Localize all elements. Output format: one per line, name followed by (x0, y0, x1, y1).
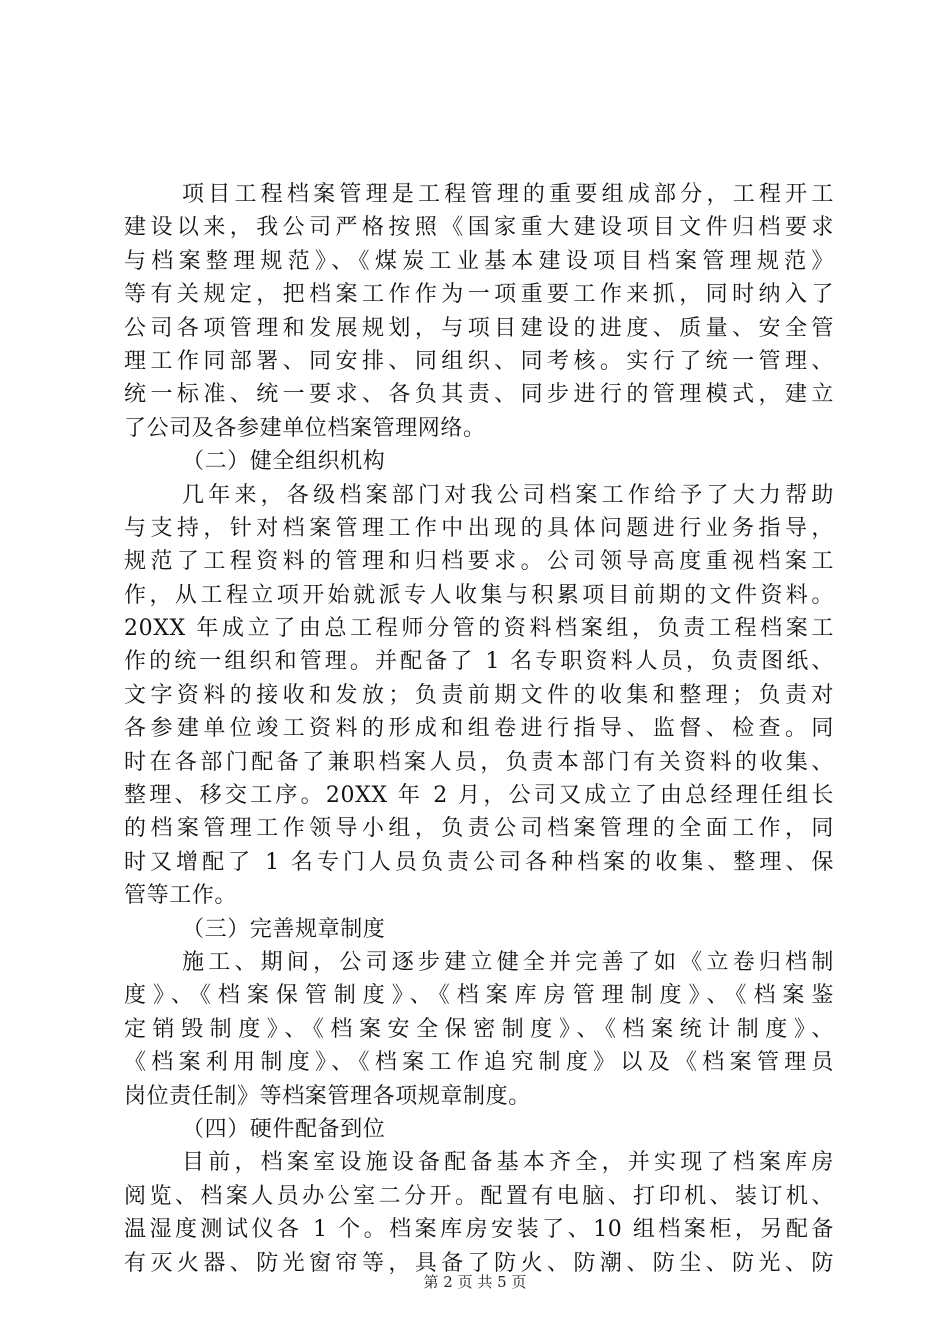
text-line: 《档案利用制度》、《档案工作追究制度》以及《档案管理员 (124, 1050, 834, 1076)
text-line: 阅览、档案人员办公室二分开。配置有电脑、打印机、装订机、 (124, 1183, 834, 1209)
text-line: 温湿度测试仪各 1 个。档案库房安装了、10 组档案柜，另配备 (124, 1217, 834, 1243)
text-line: 的档案管理工作领导小组，负责公司档案管理的全面工作，同 (124, 816, 834, 842)
text-line: 时在各部门配备了兼职档案人员，负责本部门有关资料的收集、 (124, 749, 834, 775)
text-line: 建设以来，我公司严格按照《国家重大建设项目文件归档要求 (124, 215, 834, 241)
text-line: 统一标准、统一要求、各负其责、同步进行的管理模式，建立 (124, 382, 834, 408)
text-line: 施工、期间，公司逐步建立健全并完善了如《立卷归档制 (182, 949, 834, 975)
text-line: 时又增配了 1 名专门人员负责公司各种档案的收集、整理、保 (124, 849, 834, 875)
text-line: 各参建单位竣工资料的形成和组卷进行指导、监督、检查。同 (124, 716, 834, 742)
text-line: 作，从工程立项开始就派专人收集与积累项目前期的文件资料。 (124, 582, 834, 608)
text-line: 项目工程档案管理是工程管理的重要组成部分，工程开工 (182, 182, 834, 207)
text-line: 了公司及各参建单位档案管理网络。 (124, 415, 486, 441)
text-line: 整理、移交工序。20XX 年 2 月，公司又成立了由总经理任组长 (124, 783, 834, 809)
text-line: 管等工作。 (124, 883, 238, 909)
text-line: 度》、《档案保管制度》、《档案库房管理制度》、《档案鉴 (124, 983, 834, 1009)
section-heading: （三）完善规章制度 (182, 916, 386, 942)
text-line: 有灭火器、防光窗帘等，具备了防火、防潮、防尘、防光、防 (124, 1250, 834, 1276)
document-body (124, 178, 834, 1280)
text-line: 公司各项管理和发展规划，与项目建设的进度、质量、安全管 (124, 315, 834, 341)
section-heading: （四）硬件配备到位 (182, 1116, 386, 1142)
section-heading: （二）健全组织机构 (182, 449, 386, 475)
text-line: 目前，档案室设施设备配备基本齐全，并实现了档案库房 (182, 1150, 834, 1176)
text-line: 理工作同部署、同安排、同组织、同考核。实行了统一管理、 (124, 348, 834, 374)
text-line: 岗位责任制》等档案管理各项规章制度。 (124, 1083, 531, 1109)
text-line: 20XX 年成立了由总工程师分管的资料档案组，负责工程档案工 (124, 616, 834, 642)
page-footer: 第 2 页 共 5 页 (423, 1273, 527, 1291)
text-line: 定销毁制度》、《档案安全保密制度》、《档案统计制度》、 (124, 1016, 834, 1042)
text-line: 规范了工程资料的管理和归档要求。公司领导高度重视档案工 (124, 549, 834, 575)
text-line: 几年来，各级档案部门对我公司档案工作给予了大力帮助 (182, 482, 834, 508)
text-line: 等有关规定，把档案工作作为一项重要工作来抓，同时纳入了 (124, 282, 834, 308)
text-line: 与档案整理规范》、《煤炭工业基本建设项目档案管理规范》 (124, 248, 834, 274)
text-line: 作的统一组织和管理。并配备了 1 名专职资料人员，负责图纸、 (124, 649, 834, 675)
text-line: 与支持，针对档案管理工作中出现的具体问题进行业务指导， (124, 515, 834, 541)
text-line: 文字资料的接收和发放；负责前期文件的收集和整理；负责对 (124, 682, 834, 708)
